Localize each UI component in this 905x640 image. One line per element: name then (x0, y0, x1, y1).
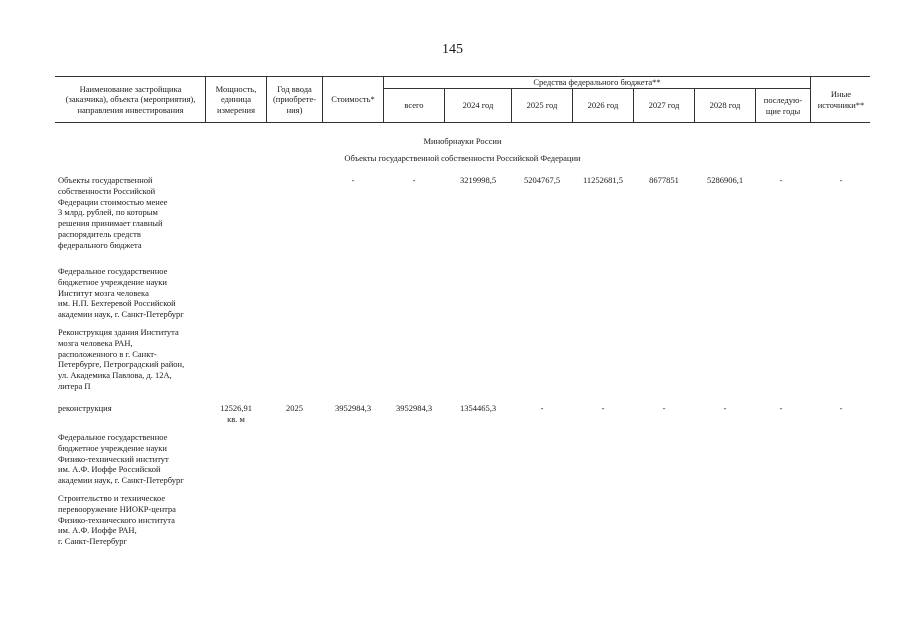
row-name: реконструкция (58, 403, 112, 413)
header-federal-budget: Средства федерального бюджета** (533, 77, 661, 88)
header-divider (633, 88, 634, 122)
cell-other: - (839, 403, 843, 413)
header-capacity: Мощность, единица измерения (215, 83, 257, 115)
cell-cost: 3952984,3 (334, 403, 372, 413)
header-divider (511, 88, 512, 122)
cell-2027: - (662, 403, 666, 413)
header-divider (266, 76, 267, 122)
row-name: Федеральное государственное бюджетное учреждение науки Институт мозга человека им. Н.П. Бехтеревой Российской академии наук, г. Санкт-Петербург (58, 266, 184, 320)
header-later: последую-щие годы (763, 95, 803, 116)
row-name: Строительство и техническое перевооружение НИОКР-центра Физико-технического института им. А.Ф. Иоффе РАН, г. Санкт-Петербург (58, 493, 176, 547)
header-divider (383, 76, 384, 122)
cell-2024: 3219998,5 (459, 175, 497, 185)
header-2024: 2024 год (462, 100, 494, 111)
cell-other: - (839, 175, 843, 185)
header-divider (322, 76, 323, 122)
section-property: Объекты государственной собственности Российской Федерации (344, 153, 581, 163)
cell-2024: 1354465,3 (459, 403, 497, 413)
cell-capacity: 12526,91 кв. м (220, 403, 252, 424)
header-cost: Стоимость* (331, 94, 375, 105)
header-divider (572, 88, 573, 122)
cell-2026: 11252681,5 (582, 175, 624, 185)
header-other: Иные источники** (817, 89, 865, 110)
cell-2028: - (723, 403, 727, 413)
cell-total: - (412, 175, 416, 185)
header-total: всего (404, 100, 424, 111)
header-divider (444, 88, 445, 122)
cell-cost: - (351, 175, 355, 185)
cell-2025: 5204767,5 (523, 175, 561, 185)
cell-year: 2025 (286, 403, 303, 413)
row-name: Федеральное государственное бюджетное учреждение науки Физико-технический институт им. А.Ф. Иоффе Российской академии наук, г. Санкт-Петербург (58, 432, 184, 486)
cell-2026: - (601, 403, 605, 413)
cell-2028: 5286906,1 (706, 175, 744, 185)
header-name: Наименование застройщика (заказчика), объекта (мероприятия), направления инвестирования (65, 83, 196, 115)
header-divider (205, 76, 206, 122)
cell-later: - (779, 175, 783, 185)
header-divider (694, 88, 695, 122)
header-bottom-border (55, 122, 870, 123)
cell-later: - (779, 403, 783, 413)
header-divider (810, 76, 811, 122)
row-name: Реконструкция здания Института мозга человека РАН, расположенного в г. Санкт- Петербурге, Петроградский район, ул. Академика Павлова, д. 12А, литера П (58, 327, 185, 391)
page-number: 145 (442, 42, 463, 57)
header-2027: 2027 год (648, 100, 680, 111)
section-ministry: Минобрнауки России (423, 136, 502, 146)
cell-2027: 8677851 (649, 175, 679, 185)
header-2025: 2025 год (526, 100, 558, 111)
header-2028: 2028 год (709, 100, 741, 111)
row-name: Объекты государственной собственности Российской Федерации стоимостью менее 3 млрд. рублей, по которым решения принимает главный распорядитель средств федерального бюджета (58, 175, 168, 250)
cell-2025: - (540, 403, 544, 413)
header-2026: 2026 год (587, 100, 619, 111)
header-year: Год ввода (приобрете-ния) (272, 83, 317, 115)
cell-total: 3952984,3 (395, 403, 433, 413)
header-divider (755, 88, 756, 122)
